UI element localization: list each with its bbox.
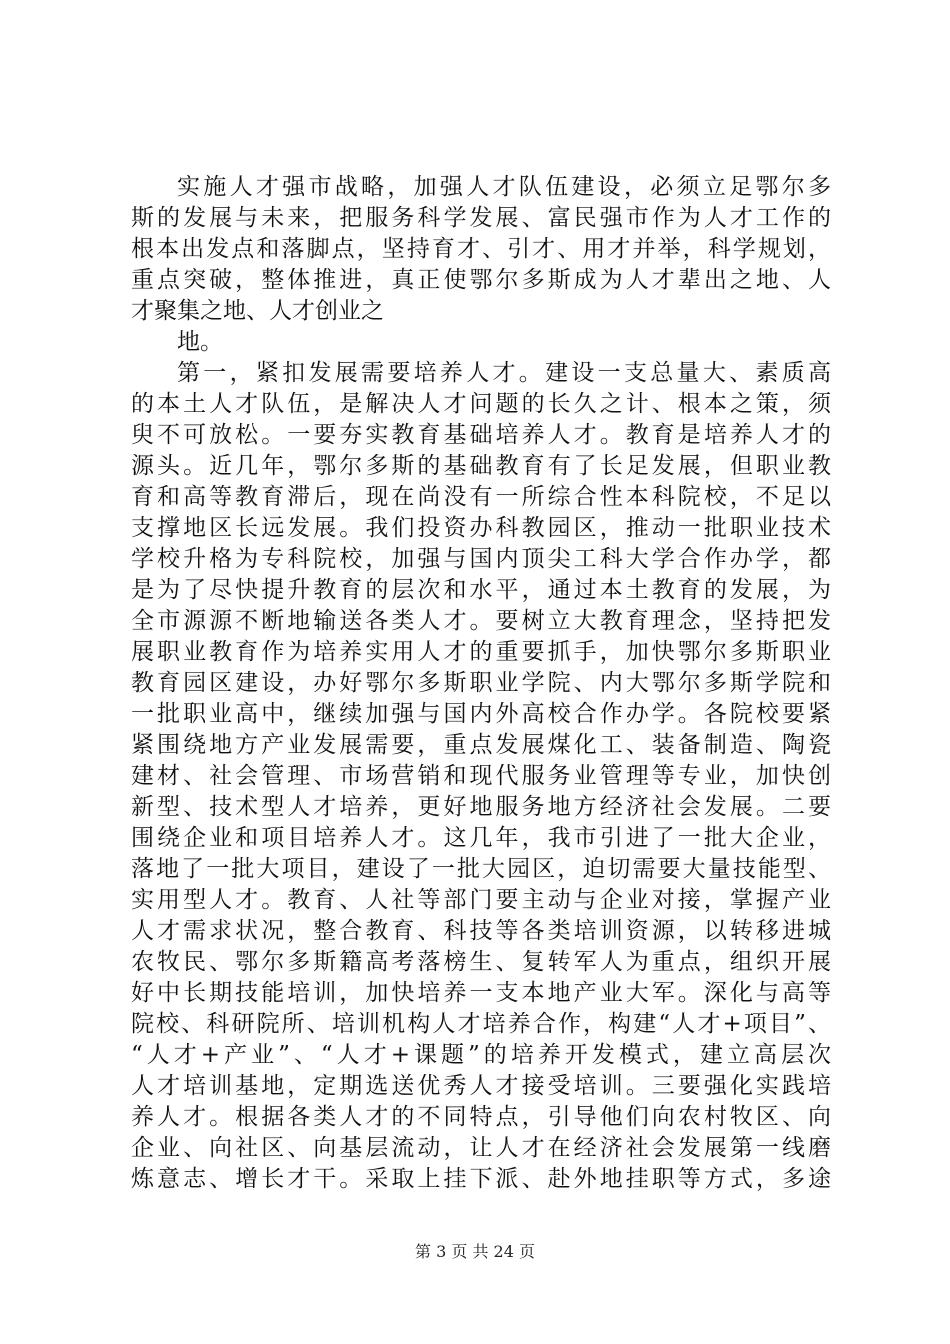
text-line: 源头。近几年，鄂尔多斯的基础教育有了长足发展，但职业教 <box>131 453 831 479</box>
text-line: 根本出发点和落脚点，坚持育才、引才、用才并举，科学规划， <box>131 236 831 262</box>
text-line: 养人才。根据各类人才的不同特点，引导他们向农村牧区、向 <box>131 1104 831 1130</box>
text-line: 建材、社会管理、市场营销和现代服务业管理等专业，加快创 <box>131 763 831 789</box>
text-line: 紧围绕地方产业发展需要，重点发展煤化工、装备制造、陶瓷 <box>131 732 831 758</box>
text-line: 好中长期技能培训，加快培养一支本地产业大军。深化与高等 <box>131 980 831 1006</box>
text-line: 一批职业高中，继续加强与国内外高校合作办学。各院校要紧 <box>131 701 831 727</box>
text-line: 育和高等教育滞后，现在尚没有一所综合性本科院校，不足以 <box>131 484 831 510</box>
text-line: 围绕企业和项目培养人才。这几年，我市引进了一批大企业， <box>131 825 831 851</box>
text-line: 的本土人才队伍，是解决人才问题的长久之计、根本之策，须 <box>131 391 831 417</box>
text-line: 斯的发展与未来，把服务科学发展、富民强市作为人才工作的 <box>131 205 831 231</box>
text-line: 农牧民、鄂尔多斯籍高考落榜生、复转军人为重点，组织开展 <box>131 949 831 975</box>
text-line: 新型、技术型人才培养，更好地服务地方经济社会发展。二要 <box>131 794 831 820</box>
body-text <box>131 172 831 1195</box>
text-line: 重点突破，整体推进，真正使鄂尔多斯成为人才辈出之地、人 <box>131 267 831 293</box>
text-line: 教育园区建设，办好鄂尔多斯职业学院、内大鄂尔多斯学院和 <box>131 670 831 696</box>
page-footer: 第 3 页 共 24 页 <box>415 1242 535 1261</box>
text-line: 才聚集之地、人才创业之 <box>131 298 384 324</box>
text-line: 实用型人才。教育、人社等部门要主动与企业对接，掌握产业 <box>131 887 831 913</box>
text-line: 是为了尽快提升教育的层次和水平，通过本土教育的发展，为 <box>131 577 831 603</box>
text-line: 炼意志、增长才干。采取上挂下派、赴外地挂职等方式，多途 <box>131 1166 831 1192</box>
text-line: 人才培训基地，定期选送优秀人才接受培训。三要强化实践培 <box>131 1073 831 1099</box>
text-line: “人才+产业”、“人才+课题”的培养开发模式，建立高层次 <box>131 1042 831 1068</box>
text-line: 学校升格为专科院校，加强与国内顶尖工科大学合作办学，都 <box>131 546 831 572</box>
text-line: 企业、向社区、向基层流动，让人才在经济社会发展第一线磨 <box>131 1135 831 1161</box>
text-line: 第一，紧扣发展需要培养人才。建设一支总量大、素质高 <box>177 360 831 386</box>
text-line: 人才需求状况，整合教育、科技等各类培训资源，以转移进城 <box>131 918 831 944</box>
text-line: 支撑地区长远发展。我们投资办科教园区，推动一批职业技术 <box>131 515 831 541</box>
text-line: 院校、科研院所、培训机构人才培养合作，构建“人才+项目”、 <box>131 1011 831 1037</box>
text-line: 臾不可放松。一要夯实教育基础培养人才。教育是培养人才的 <box>131 422 831 448</box>
text-line: 实施人才强市战略，加强人才队伍建设，必须立足鄂尔多 <box>177 174 831 200</box>
text-line: 全市源源不断地输送各类人才。要树立大教育理念，坚持把发 <box>131 608 831 634</box>
text-line: 落地了一批大项目，建设了一批大园区，迫切需要大量技能型、 <box>131 856 831 882</box>
text-line: 展职业教育作为培养实用人才的重要抓手，加快鄂尔多斯职业 <box>131 639 831 665</box>
text-line: 地。 <box>177 329 223 355</box>
